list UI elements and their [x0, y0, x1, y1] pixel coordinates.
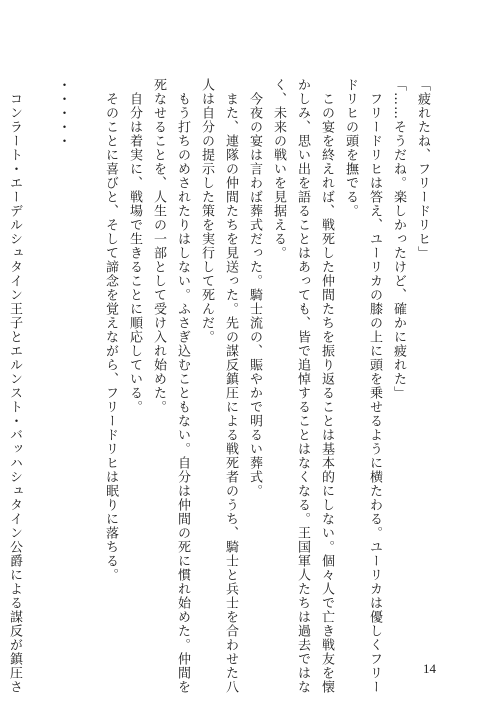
text-line: コンラート・エーデルシュタイン王子とエルンスト・バッハシュタイン公爵による謀反が鎮圧さ — [7, 78, 22, 694]
text-line: 死なせることを、人生の一部として受け入れ始めた。 — [151, 78, 166, 414]
text-line: く、未来の戦いを見据える。 — [271, 78, 286, 260]
text-line: 自分は着実に、戦場で生きることに順応している。 — [127, 78, 142, 414]
text-line: もう打ちのめされたりはしない。ふさぎ込むこともない。自分は仲間の死に慣れ始めた。仲間を — [175, 78, 190, 694]
text-line: 今夜の宴は言わば葬式だった。騎士流の、賑やかで明るい葬式。 — [247, 78, 262, 498]
text-line: ドリヒの頭を撫でる。 — [343, 78, 358, 218]
page-number: 14 — [423, 661, 436, 676]
blank-line — [26, 78, 50, 623]
text-line: また、連隊の仲間たちを見送った。先の謀反鎮圧による戦死者のうち、騎士と兵士を合わせた八 — [223, 78, 238, 694]
blank-line — [74, 78, 98, 623]
section-break-dots: ・・・・・ — [55, 78, 70, 148]
text-line: 「……そうだね。楽しかったけど、確かに疲れた」 — [391, 78, 406, 400]
text-line: かしみ、思い出を語ることはあっても、皆で追悼することはなくなる。王国軍人たちは過去ではな — [295, 78, 310, 694]
text-line: そのことに喜びと、そして諦念を覚えながら、フリードリヒは眠りに落ちる。 — [103, 78, 118, 582]
text-line: 人は自分の提示した策を実行して死んだ。 — [199, 78, 214, 344]
text-line: この宴を終えれば、戦死した仲間たちを振り返ることは基本的にしない。個々人で亡き戦友を懐 — [319, 78, 334, 694]
text-line: フリードリヒは答え、ユーリカの膝の上に頭を乗せるように横たわる。ユーリカは優しくフリー — [367, 78, 382, 694]
text-line: 「疲れたね、フリードリヒ」 — [415, 78, 430, 260]
